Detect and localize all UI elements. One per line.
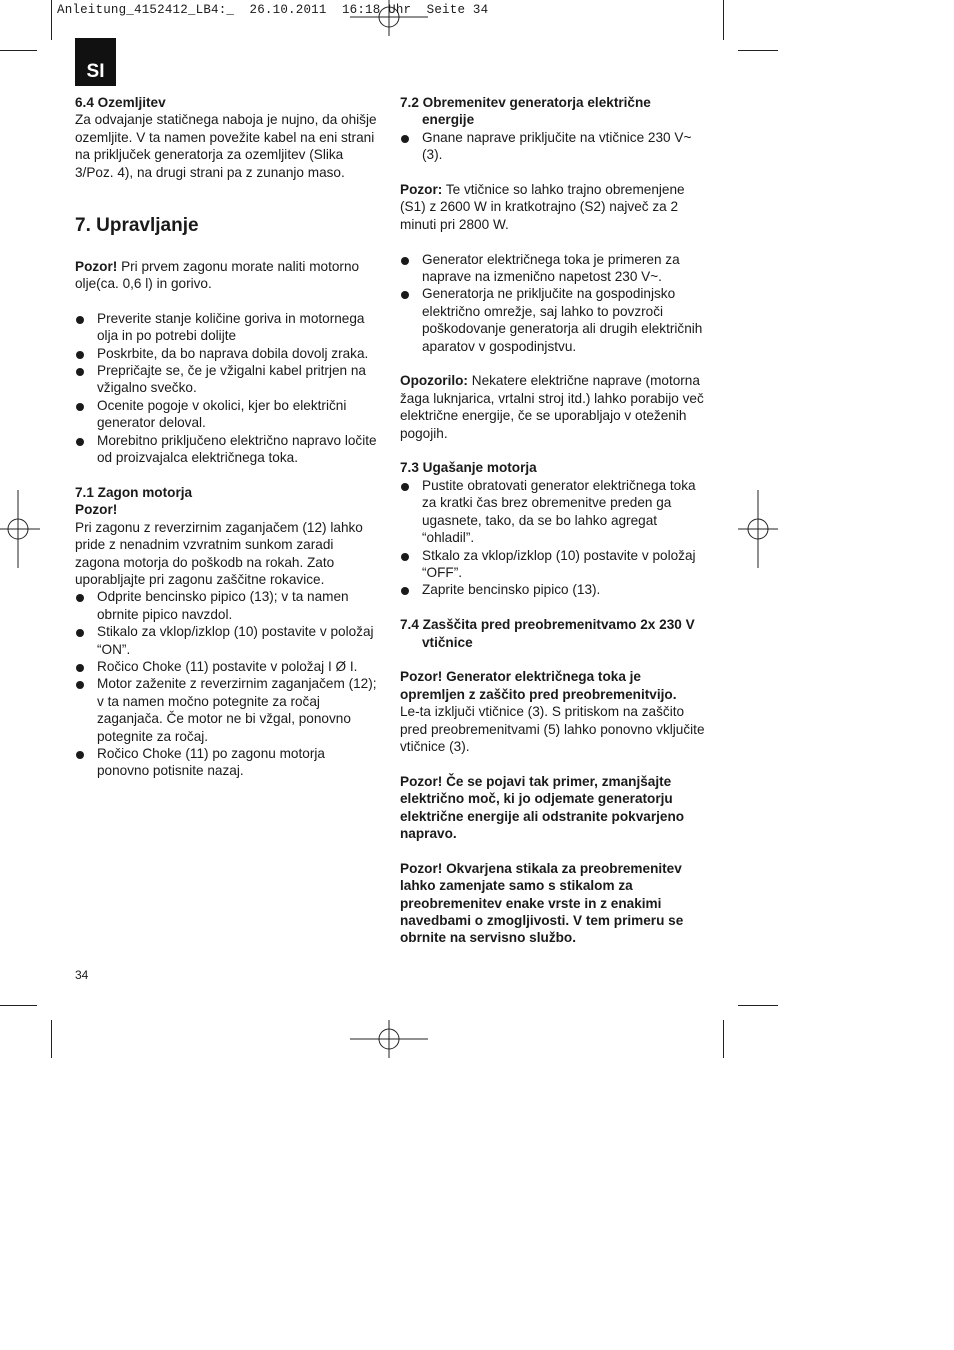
list-item: Stkalo za vklop/izklop (10) postavite v položaj “OFF”. [400, 547, 705, 582]
crop-mark [0, 1005, 37, 1006]
crop-mark [51, 0, 52, 40]
print-header: Anleitung_4152412_LB4:_ 26.10.2011 16:18 Uhr Seite 34 [57, 3, 489, 17]
stop-steps-list [400, 477, 705, 599]
list-item: Preverite stanje količine goriva in motornega olja in po potrebi dolijte [75, 310, 380, 345]
list-item: Morebitno priključeno električno napravo ločite od proizvajalca električnega toka. [75, 432, 380, 467]
list-item: Ročico Choke (11) postavite v položaj I Ø I. [75, 658, 380, 675]
pozor-note-2 [400, 181, 705, 233]
crop-mark [738, 1005, 778, 1006]
list-item: Generator električnega toka je primeren za naprave na izmenično napetost 230 V~. [400, 251, 705, 286]
list-item: Zaprite bencinsko pipico (13). [400, 581, 705, 598]
pozor-note-4: Pozor! Okvarjena stikala za preobremenitev lahko zamenjate samo s stikalom za preobremenitev enake vrste in z enakimi navedbami o zmogljivosti. V tem primeru se obrnite na servisno službo. [400, 860, 684, 946]
opozorilo-label: Opozorilo: [400, 373, 468, 389]
list-item: Gnane naprave priključite na vtičnice 230 V~ (3). [400, 129, 705, 164]
section-6-4-text: Za odvajanje statičnega naboja je nujno, da ohišje ozemljite. V ta namen povežite kabel na eni strani na priključek generatorja za ozemljitev (Slika 3/Poz. 4), na drugi strani pa z zunanjo maso. [75, 112, 377, 180]
crop-mark [0, 50, 37, 51]
section-7-2-heading: 7.2 Obremenitev generatorja električne energije [400, 95, 651, 128]
start-steps-list [75, 588, 380, 779]
pozor-note-1 [75, 258, 380, 293]
list-item: Ročico Choke (11) po zagonu motorja ponovno potisnite nazaj. [75, 745, 380, 780]
page-number: 34 [75, 968, 89, 982]
crop-mark [51, 1020, 52, 1058]
registration-mark-left [0, 490, 40, 568]
list-item: Generatorja ne priključite na gospodinjsko električno omrežje, saj lahko to povzroči poškodovanje generatorja ali drugih električnih aparatov v gospodinjstvu. [400, 285, 705, 355]
list-item: Prepričajte se, če je vžigalni kabel pritrjen na vžigalno svečko. [75, 362, 380, 397]
language-badge: SI [75, 38, 116, 86]
section-7-4-heading: 7.4 Zasščita pred preobremenitvamo 2x 230 V vtičnice [400, 617, 695, 650]
section-7-1-text: Pri zagonu z reverzirnim zaganjačem (12) lahko pride z nenadnim vzvratnim sunkom zaradi zagona motorja do poškodb na rokah. Zato uporabljajte pri zagonu zaščitne rokavice. [75, 519, 363, 587]
registration-mark-bottom [350, 1020, 428, 1058]
registration-mark-right [738, 490, 778, 568]
right-column [400, 94, 705, 947]
section-7-1-heading: 7.1 Zagon motorja [75, 484, 193, 500]
list-item: Pustite obratovati generator električnega toka za kratki čas brez obremenitve preden ga ugasnete, tako, da se bo lahko agregat “ohladil”. [400, 477, 705, 547]
section-7-heading: 7. Upravljanje [75, 215, 199, 237]
generator-notes-list [400, 251, 705, 355]
left-column [75, 94, 380, 780]
opozorilo-text: Nekatere električne naprave (motorna žaga luknjarica, vrtalni stroj itd.) lahko porabijo več električne energije, če se uporabljajo v oteženih pogojih. [400, 373, 704, 441]
pozor-text: Te vtičnice so lahko trajno obremenjene (S1) z 2600 W in kratkotrajno (S2) največ za 2 minuti pri 2800 W. [400, 182, 685, 232]
list-item: Odprite bencinsko pipico (13); v ta namen obrnite pipico navzdol. [75, 588, 380, 623]
section-7-2-list [400, 129, 705, 164]
crop-mark [723, 1020, 724, 1058]
checklist-before-start [75, 310, 380, 467]
section-7-4-text: Le-ta izključi vtičnice (3). S pritiskom na zaščito pred preobremenitvami (5) lahko ponovno vključite vtičnice (3). [400, 704, 705, 754]
pozor-label: Pozor! [75, 259, 118, 275]
list-item: Stikalo za vklop/izklop (10) postavite v položaj “ON”. [75, 623, 380, 658]
pozor-text: Pri prvem zagonu morate naliti motorno olje(ca. 0,6 l) in gorivo. [75, 259, 360, 292]
section-6-4-heading: 6.4 Ozemljitev [75, 95, 166, 110]
crop-mark [723, 0, 724, 40]
section-7-1-pozor: Pozor! [75, 502, 118, 518]
list-item: Motor zaženite z reverzirnim zaganjačem (12); v ta namen močno potegnite za ročaj zaganjača. Če motor ne bi vžgal, ponovno potegnite za ročaj. [75, 675, 380, 745]
list-item: Poskrbite, da bo naprava dobila dovolj zraka. [75, 345, 380, 362]
section-7-4-warning: Pozor! Generator električnega toka je opremljen z zaščito pred preobremenitvijo. [400, 669, 677, 702]
opozorilo-note [400, 372, 705, 442]
pozor-label: Pozor: [400, 182, 443, 198]
section-7-3-heading: 7.3 Ugašanje motorja [400, 460, 537, 476]
crop-mark [738, 50, 778, 51]
pozor-note-3: Pozor! Če se pojavi tak primer, zmanjšajte električno moč, ki jo odjemate generatorju električne energije ali odstranite pokvarjeno napravo. [400, 773, 685, 841]
list-item: Ocenite pogoje v okolici, kjer bo električni generator deloval. [75, 397, 380, 432]
